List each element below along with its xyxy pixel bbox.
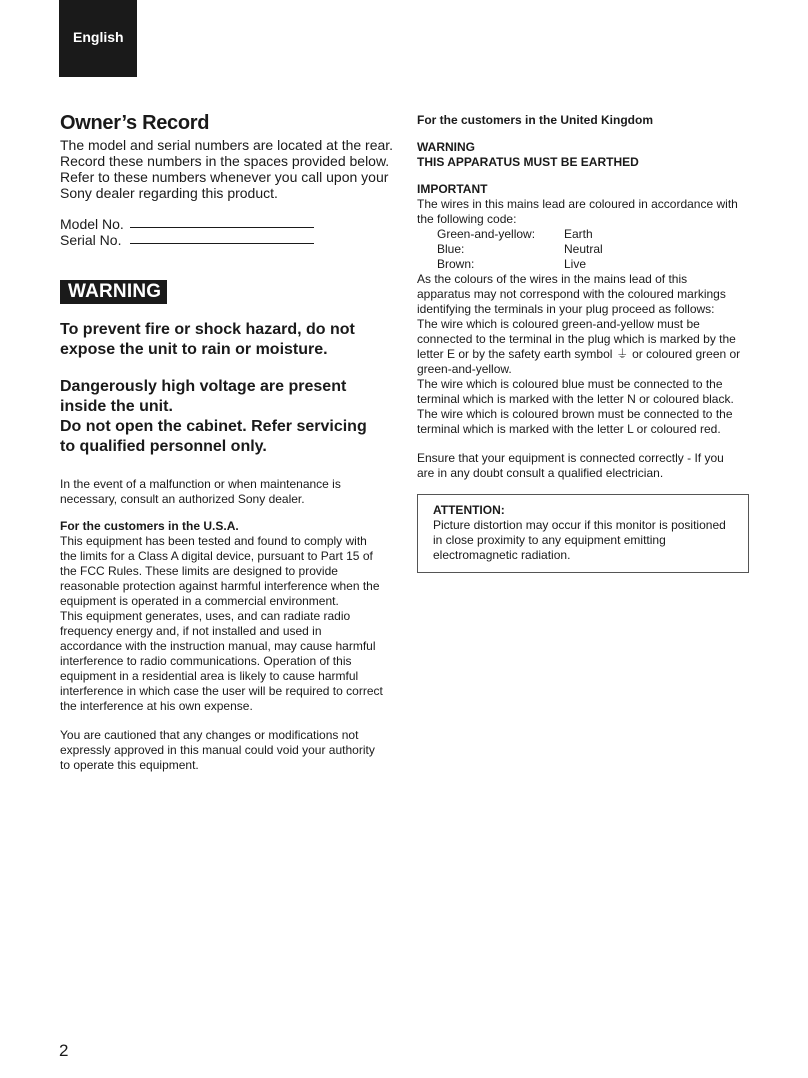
- wiring-line: The wire which is coloured green-and-yellow must be: [417, 317, 700, 331]
- attention-line: electromagnetic radiation.: [433, 548, 571, 562]
- attention-line: Picture distortion may occur if this monitor is positioned: [433, 518, 726, 532]
- fcc-line: This equipment generates, uses, and can radiate radio: [60, 609, 351, 623]
- owners-record-title: Owner’s Record: [60, 112, 210, 134]
- uk-heading: For the customers in the United Kingdom: [417, 113, 654, 127]
- model-number-label: Model No.: [60, 216, 124, 232]
- fcc-line: accordance with the instruction manual, may cause harmful: [60, 639, 376, 653]
- electrician-line: Ensure that your equipment is connected correctly - If you: [417, 451, 724, 465]
- owners-record-line: Sony dealer regarding this product.: [60, 185, 278, 201]
- electrician-notice: [417, 451, 757, 481]
- page-number: 2: [59, 1041, 69, 1060]
- important-heading: IMPORTANT: [417, 182, 488, 196]
- fcc-line: the FCC Rules. These limits are designed to provide: [60, 564, 338, 578]
- malfunction-line: In the event of a malfunction or when maintenance is: [60, 477, 341, 491]
- fire-hazard-line: To prevent fire or shock hazard, do not: [60, 321, 355, 338]
- high-voltage-warning: [60, 377, 395, 457]
- model-number-row: [60, 216, 395, 232]
- model-number-blank: [130, 217, 314, 228]
- wiring-line: The wire which is coloured brown must be connected to the: [417, 407, 733, 421]
- owners-record-text: [60, 137, 395, 201]
- wire-code-intro: [417, 197, 757, 227]
- earth-line-text: letter E or by the safety earth symbol: [417, 347, 616, 361]
- earth-ground-icon: ⏚: [616, 347, 629, 361]
- high-voltage-line: inside the unit.: [60, 398, 173, 415]
- fire-hazard-warning: [60, 320, 395, 360]
- fcc-line: This equipment has been tested and found to comply with: [60, 534, 367, 548]
- caution-line: to operate this equipment.: [60, 758, 199, 772]
- usa-heading: For the customers in the U.S.A.: [60, 519, 239, 533]
- language-tab: [59, 0, 137, 77]
- fire-hazard-line: expose the unit to rain or moisture.: [60, 341, 328, 358]
- fcc-line: reasonable protection against harmful interference when the: [60, 579, 380, 593]
- wire-color: Brown:: [437, 257, 475, 271]
- wire-color: Green-and-yellow:: [437, 227, 536, 241]
- fcc-line: the limits for a Class A digital device, pursuant to Part 15 of: [60, 549, 373, 563]
- wire-code-table: [437, 227, 603, 272]
- high-voltage-line: Do not open the cabinet. Refer servicing: [60, 418, 367, 435]
- owners-record-line: Refer to these numbers whenever you call upon your: [60, 169, 389, 185]
- fcc-line: the interference at his own expense.: [60, 699, 253, 713]
- attention-text: [433, 518, 748, 563]
- wire-color: Blue:: [437, 242, 465, 256]
- attention-box: [417, 494, 749, 573]
- wiring-instructions: [417, 272, 757, 437]
- wire-code-row: [437, 242, 603, 257]
- serial-number-label: Serial No.: [60, 232, 122, 248]
- earth-symbol-line: [417, 347, 757, 362]
- uk-warning: [417, 140, 757, 170]
- fcc-line: equipment in a residential area is likely to cause harmful: [60, 669, 359, 683]
- fcc-line: interference to radio communications. Operation of this: [60, 654, 352, 668]
- malfunction-line: necessary, consult an authorized Sony dealer.: [60, 492, 305, 506]
- serial-number-blank: [130, 233, 314, 244]
- serial-number-row: [60, 232, 395, 248]
- caution-line: expressly approved in this manual could void your authority: [60, 743, 375, 757]
- wire-meaning: Live: [564, 257, 587, 271]
- wiring-line: As the colours of the wires in the mains lead of this: [417, 272, 688, 286]
- language-tab-label: English: [73, 29, 124, 45]
- wiring-line: identifying the terminals in your plug proceed as follows:: [417, 302, 715, 316]
- attention-heading: ATTENTION:: [433, 503, 505, 517]
- fcc-line: interference in which case the user will be required to correct: [60, 684, 383, 698]
- left-column: [60, 111, 395, 773]
- attention-line: in close proximity to any equipment emitting: [433, 533, 666, 547]
- right-column: [417, 113, 757, 573]
- wire-meaning: Earth: [564, 227, 593, 241]
- uk-warning-line: THIS APPARATUS MUST BE EARTHED: [417, 155, 639, 169]
- caution-line: You are cautioned that any changes or modifications not: [60, 728, 359, 742]
- owners-record-line: The model and serial numbers are located at the rear.: [60, 137, 394, 153]
- electrician-line: are in any doubt consult a qualified electrician.: [417, 466, 664, 480]
- wire-intro-line: The wires in this mains lead are coloured in accordance with: [417, 197, 738, 211]
- wiring-line: The wire which is coloured blue must be connected to the: [417, 377, 723, 391]
- malfunction-notice: [60, 477, 395, 507]
- fcc-statement: [60, 534, 395, 714]
- earth-line-text: or coloured green or: [628, 347, 741, 361]
- wiring-line: terminal which is marked with the letter L or coloured red.: [417, 422, 721, 436]
- wiring-line: connected to the terminal in the plug which is marked by the: [417, 332, 736, 346]
- wire-code-row: [437, 257, 603, 272]
- wire-meaning: Neutral: [564, 242, 603, 256]
- wire-code-row: [437, 227, 603, 242]
- wiring-line: green-and-yellow.: [417, 362, 512, 376]
- wiring-line: terminal which is marked with the letter N or coloured black.: [417, 392, 734, 406]
- uk-warning-line: WARNING: [417, 140, 475, 154]
- fcc-line: frequency energy and, if not installed and used in: [60, 624, 322, 638]
- high-voltage-line: to qualified personnel only.: [60, 438, 267, 455]
- owners-record-line: Record these numbers in the spaces provided below.: [60, 153, 390, 169]
- wiring-line: apparatus may not correspond with the coloured markings: [417, 287, 726, 301]
- warning-label: WARNING: [60, 280, 167, 304]
- wire-intro-line: the following code:: [417, 212, 517, 226]
- modification-caution: [60, 728, 395, 773]
- fcc-line: equipment is operated in a commercial environment.: [60, 594, 339, 608]
- high-voltage-line: Dangerously high voltage are present: [60, 378, 347, 395]
